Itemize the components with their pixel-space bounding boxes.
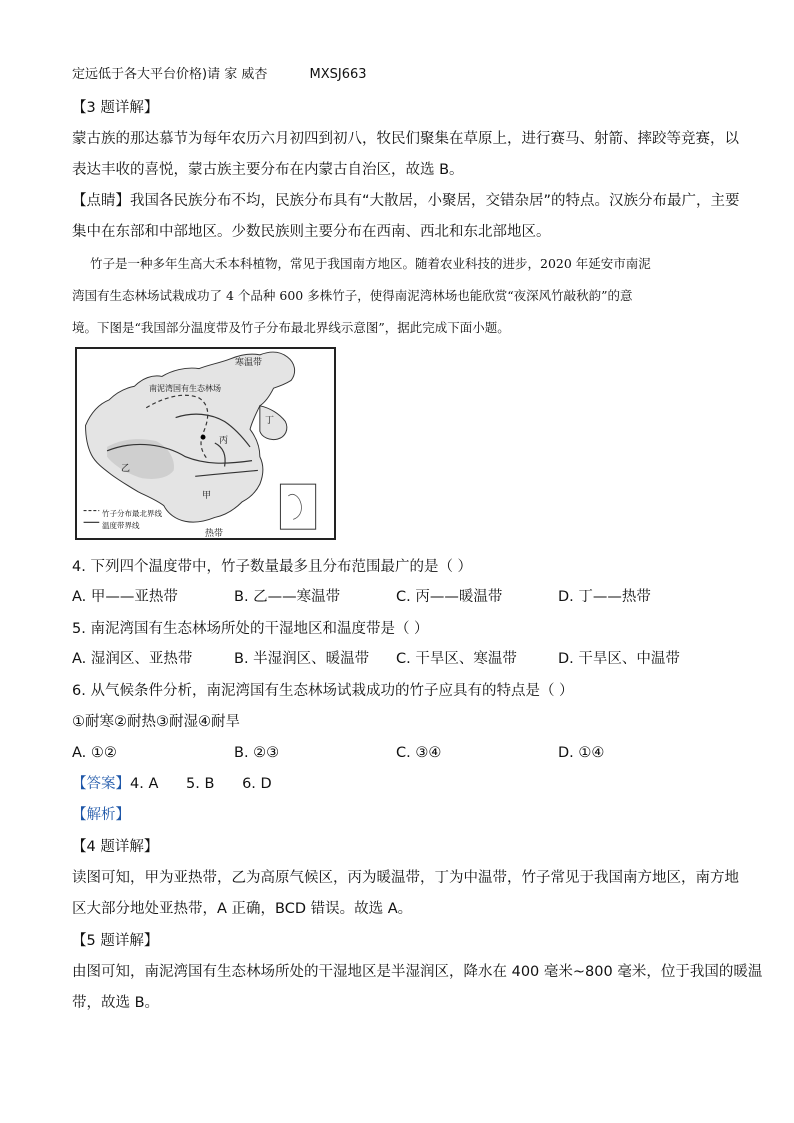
point-label: 【点睛】	[72, 193, 130, 209]
answer-values: 4. A 5. B 6. D	[130, 776, 272, 792]
q6-features: ①耐寒②耐热③耐湿④耐旱	[72, 714, 240, 730]
q5-option-b: B. 半湿润区、暖温带	[234, 651, 370, 667]
china-temperature-zone-map	[75, 347, 336, 540]
answer-label: 【答案】	[72, 776, 130, 792]
point-body-1: 我国各民族分布不均，民族分布具有“大散居，小聚居，交错杂居”的特点。汉族分布最广，主要	[130, 193, 740, 209]
map-label-jia: 甲	[202, 491, 212, 501]
q3-heading: 【3 题详解】	[72, 100, 159, 116]
map-label-bing: 丙	[219, 436, 229, 446]
q4-option-b: B. 乙——寒温带	[234, 589, 341, 605]
point-line1	[72, 194, 740, 209]
q4-option-c: C. 丙——暖温带	[396, 589, 503, 605]
analysis-label: 【解析】	[72, 807, 130, 823]
q5-detail-line2: 带，故选 B。	[72, 995, 160, 1011]
q5-detail-line1: 由图可知，南泥湾国有生态林场所处的干湿地区是半湿润区，降水在 400 毫米~800 毫米，位于我国的暖温	[72, 964, 763, 980]
q4-option-a: A. 甲——亚热带	[72, 589, 178, 605]
map-label-forest-farm: 南泥湾国有生态林场	[149, 384, 221, 393]
q6-option-d: D. ①④	[558, 745, 605, 761]
header-note: 定远低于各大平台价格)请 家 威杏	[72, 67, 268, 82]
passage-line3: 境。下图是“我国部分温度带及竹子分布最北界线示意图”，据此完成下面小题。	[72, 320, 510, 335]
map-label-tropical: 热带	[205, 529, 224, 539]
q4-detail-heading: 【4 题详解】	[72, 839, 159, 855]
q6-stem: 6. 从气候条件分析，南泥湾国有生态林场试栽成功的竹子应具有的特点是（ ）	[72, 683, 574, 699]
q5-option-c: C. 干旱区、寒温带	[396, 651, 517, 667]
header-code: MXSJ663	[309, 67, 367, 82]
answer-line	[72, 777, 272, 792]
legend-bamboo-boundary: 竹子分布最北界线	[102, 509, 162, 518]
q6-option-c: C. ③④	[396, 745, 442, 761]
q3-body-line1: 蒙古族的那达慕节为每年农历六月初四到初八，牧民们聚集在草原上，进行赛马、射箭、摔跤等竞赛，以	[72, 131, 739, 147]
header-text	[72, 68, 367, 81]
q6-option-a: A. ①②	[72, 745, 117, 761]
q5-detail-heading: 【5 题详解】	[72, 933, 159, 949]
q5-option-a: A. 湿润区、亚热带	[72, 651, 193, 667]
q4-detail-line1: 读图可知，甲为亚热带，乙为高原气候区，丙为暖温带，丁为中温带，竹子常见于我国南方地区，南方地	[72, 870, 739, 886]
legend-temperature-boundary: 温度带界线	[102, 521, 140, 530]
q3-body-line2: 表达丰收的喜悦，蒙古族主要分布在内蒙古自治区，故选 B。	[72, 162, 464, 178]
map-label-cold-zone: 寒温带	[235, 358, 263, 368]
q4-stem: 4. 下列四个温度带中，竹子数量最多且分布范围最广的是（ ）	[72, 559, 473, 575]
q6-option-b: B. ②③	[234, 745, 280, 761]
map-label-yi: 乙	[121, 464, 131, 474]
passage-line2: 湾国有生态林场试栽成功了 4 个品种 600 多株竹子，使得南泥湾林场也能欣赏“夜深风竹敲秋韵”的意	[72, 288, 633, 303]
q4-detail-line2: 区大部分地处亚热带，A 正确，BCD 错误。故选 A。	[72, 901, 413, 917]
point-body-line2: 集中在东部和中部地区。少数民族则主要分布在西南、西北和东北部地区。	[72, 224, 551, 240]
passage-line1: 竹子是一种多年生高大禾本科植物，常见于我国南方地区。随着农业科技的进步，2020 年延安市南泥	[90, 256, 651, 271]
q5-option-d: D. 干旱区、中温带	[558, 651, 680, 667]
map-label-ding: 丁	[265, 416, 275, 426]
q4-option-d: D. 丁——热带	[558, 589, 651, 605]
q5-stem: 5. 南泥湾国有生态林场所处的干湿地区和温度带是（ ）	[72, 621, 429, 637]
